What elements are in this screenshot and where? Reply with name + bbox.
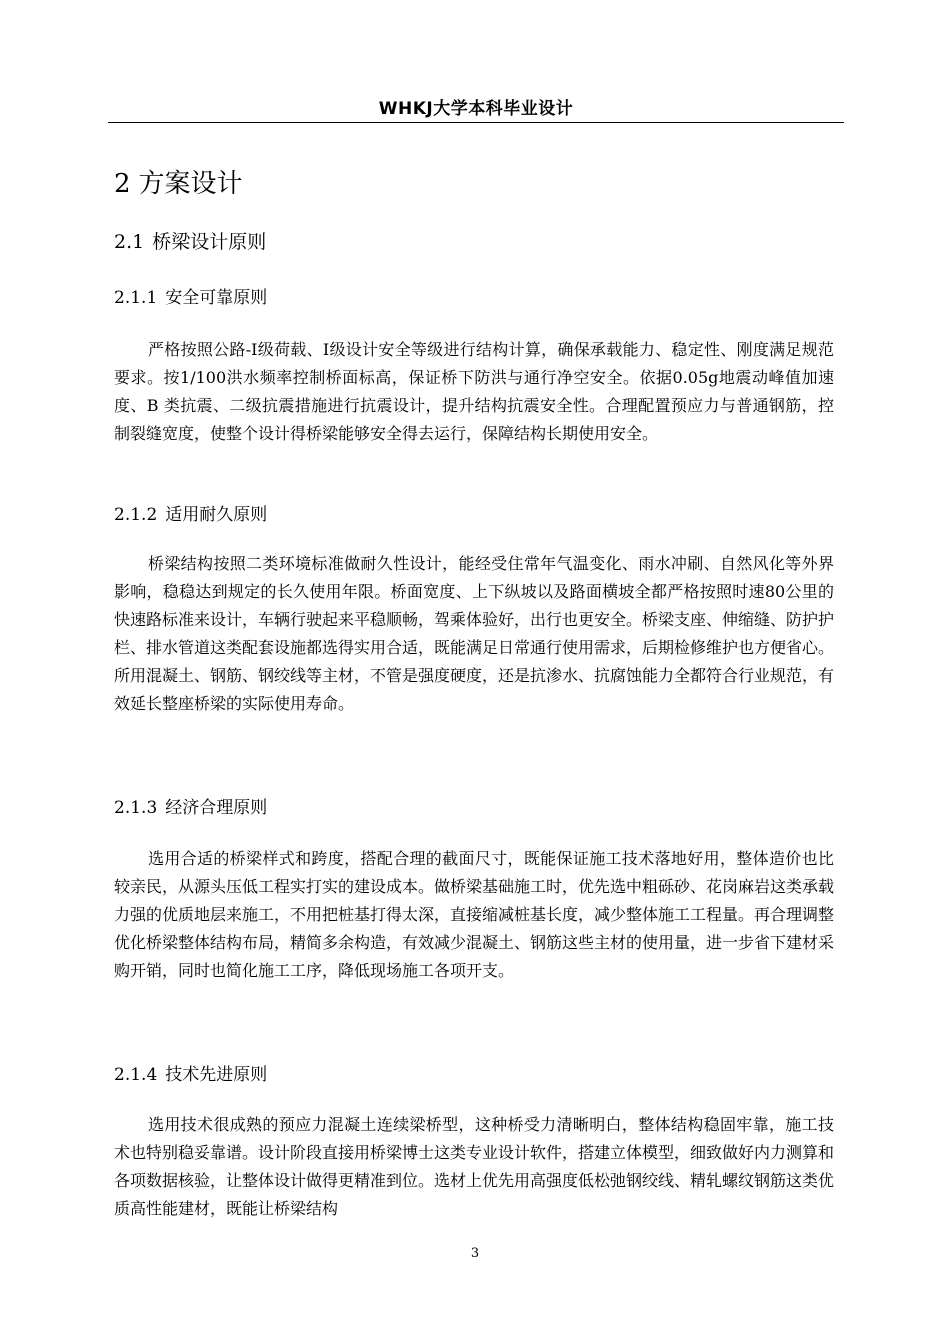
section-heading: [114, 228, 266, 256]
subsection-title: 技术先进原则: [165, 1065, 268, 1085]
paragraph-durability: 桥梁结构按照二类环境标准做耐久性设计，能经受住常年气温变化、雨水冲刷、自然风化等外界影响，稳稳达到规定的长久使用年限。桥面宽度、上下纵坡以及路面横坡全都严格按照时速80公里的快速路标准来设计，车辆行驶起来平稳顺畅，驾乘体验好，出行也更安全。桥梁支座、伸缩缝、防护护栏、排水管道这类配套设施都选得实用合适，既能满足日常通行使用需求，后期检修维护也方便省心。所用混凝土、钢筋、钢绞线等主材，不管是强度硬度，还是抗渗水、抗腐蚀能力全都符合行业规范，有效延长整座桥梁的实际使用寿命。: [114, 554, 835, 713]
subsection-title: 安全可靠原则: [165, 288, 268, 308]
header-divider: [108, 122, 844, 123]
chapter-number: 2: [114, 169, 131, 199]
section-number: 2.1: [114, 231, 145, 253]
header-title: WHKJ大学本科毕业设计: [378, 99, 574, 119]
subsection-heading-economy: [114, 795, 267, 821]
chapter-title: 方案设计: [138, 169, 243, 199]
subsection-title: 经济合理原则: [165, 798, 268, 818]
section-title: 桥梁设计原则: [152, 231, 267, 253]
chapter-heading: [114, 166, 243, 202]
subsection-number: 2.1.1: [114, 288, 158, 308]
subsection-title: 适用耐久原则: [165, 505, 268, 525]
page-number: 3: [470, 1246, 480, 1261]
subsection-heading-technology: [114, 1062, 267, 1088]
paragraph-safety: 严格按照公路-I级荷载、I级设计安全等级进行结构计算，确保承载能力、稳定性、刚度满足规范要求。按1/100洪水频率控制桥面标高，保证桥下防洪与通行净空安全。依据0.05g地震动峰值加速度、B 类抗震、二级抗震措施进行抗震设计，提升结构抗震安全性。合理配置预应力与普通钢筋，控制裂缝宽度，使整个设计得桥梁能够安全得去运行，保障结构长期使用安全。: [114, 340, 834, 443]
subsection-heading-safety: [114, 285, 267, 311]
subsection-number: 2.1.3: [114, 798, 158, 818]
subsection-heading-durability: [114, 502, 267, 528]
subsection-number: 2.1.4: [114, 1065, 158, 1085]
paragraph-technology: 选用技术很成熟的预应力混凝土连续梁桥型，这种桥受力清晰明白，整体结构稳固牢靠，施工技术也特别稳妥靠谱。设计阶段直接用桥梁博士这类专业设计软件，搭建立体模型，细致做好内力测算和各项数据核验，让整体设计做得更精准到位。选材上优先用高强度低松弛钢绞线、精轧螺纹钢筋这类优质高性能建材，既能让桥梁结构: [114, 1115, 835, 1218]
subsection-number: 2.1.2: [114, 505, 158, 525]
paragraph-economy: 选用合适的桥梁样式和跨度，搭配合理的截面尺寸，既能保证施工技术落地好用，整体造价也比较亲民，从源头压低工程实打实的建设成本。做桥梁基础施工时，优先选中粗砾砂、花岗麻岩这类承载力强的优质地层来施工，不用把桩基打得太深，直接缩减桩基长度，减少整体施工工程量。再合理调整优化桥梁整体结构布局，精简多余构造，有效减少混凝土、钢筋这些主材的使用量，进一步省下建材采购开销，同时也简化施工工序，降低现场施工各项开支。: [114, 849, 835, 980]
page-header: [108, 94, 844, 124]
